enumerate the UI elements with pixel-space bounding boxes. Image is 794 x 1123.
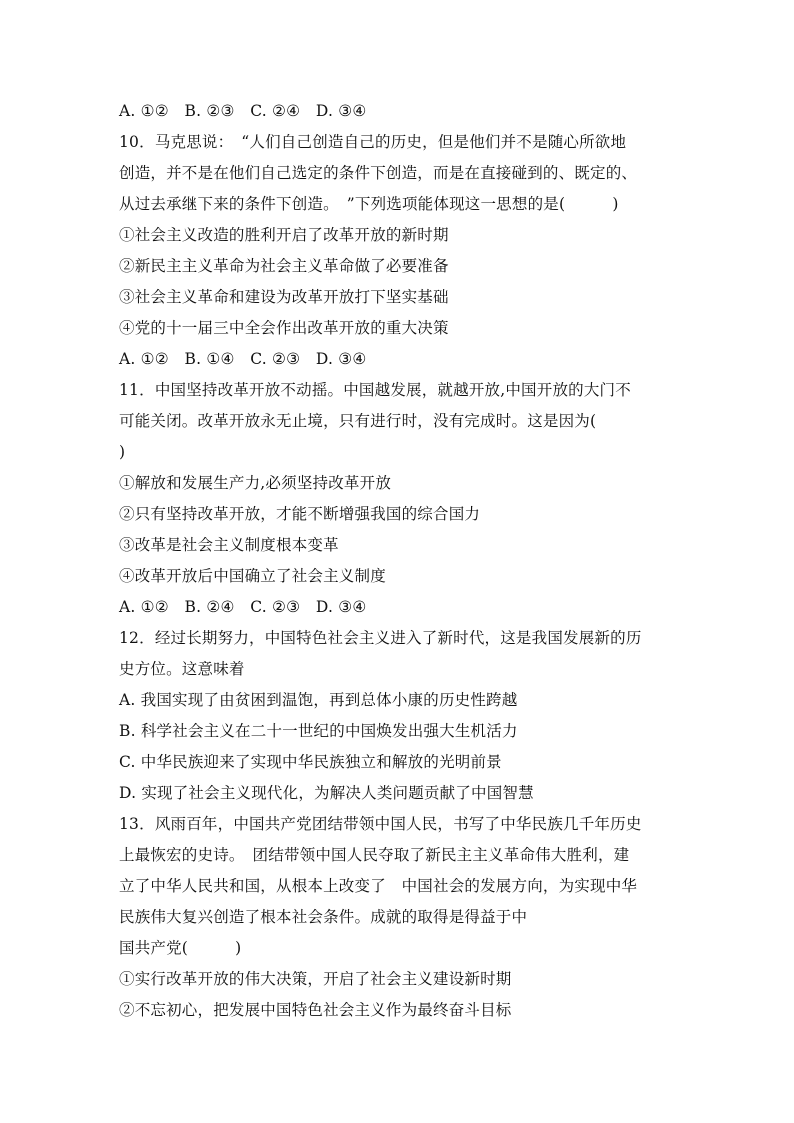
question-11-line-3: ) — [119, 443, 126, 461]
answer-options-q9: A. ①② B. ②③ C. ②④ D. ③④ — [119, 102, 367, 120]
q11-statement-2: ②只有坚持改革开放，才能不断增强我国的综合国力 — [119, 505, 481, 523]
q11-statement-4: ④改革开放后中国确立了社会主义制度 — [119, 567, 386, 585]
q12-option-c: C. 中华民族迎来了实现中华民族独立和解放的光明前景 — [119, 753, 502, 771]
q12-option-d: D. 实现了社会主义现代化，为解决人类问题贡献了中国智慧 — [119, 784, 534, 802]
q10-statement-3: ③社会主义革命和建设为改革开放打下坚实基础 — [119, 288, 449, 306]
question-13-line-1: 13．风雨百年，中国共产党团结带领中国人民，书写了中华民族几千年历史 — [119, 815, 642, 833]
question-10-line-1: 10．马克思说： “人们自己创造自己的历史，但是他们并不是随心所欲地 — [119, 133, 627, 151]
question-10-line-2: 创造，并不是在他们自己选定的条件下创造，而是在直接碰到的、既定的、 — [119, 164, 638, 182]
q12-option-b: B. 科学社会主义在二十一世纪的中国焕发出强大生机活力 — [119, 722, 518, 740]
question-10-line-3: 从过去承继下来的条件下创造。 ”下列选项能体现这一思想的是( ) — [119, 195, 619, 213]
question-11-line-1: 11．中国坚持改革开放不动摇。中国越发展，就越开放,中国开放的大门不 — [119, 381, 631, 399]
q13-statement-1: ①实行改革开放的伟大决策，开启了社会主义建设新时期 — [119, 970, 512, 988]
question-13-line-2: 上最恢宏的史诗。 团结带领中国人民夺取了新民主主义革命伟大胜利，建 — [119, 846, 630, 864]
q10-statement-4: ④党的十一届三中全会作出改革开放的重大决策 — [119, 319, 449, 337]
q10-statement-1: ①社会主义改造的胜利开启了改革开放的新时期 — [119, 226, 449, 244]
answer-options-q11: A. ①② B. ②④ C. ②③ D. ③④ — [119, 598, 367, 616]
question-13-line-3: 立了中华人民共和国，从根本上改变了 中国社会的发展方向，为实现中华 — [119, 877, 638, 895]
question-12-line-2: 史方位。这意味着 — [119, 660, 245, 678]
q13-statement-2: ②不忘初心，把发展中国特色社会主义作为最终奋斗目标 — [119, 1001, 512, 1019]
document-body — [119, 96, 679, 1026]
question-11-line-2: 可能关闭。改革开放永无止境，只有进行时，没有完成时。这是因为( — [119, 412, 597, 430]
q11-statement-3: ③改革是社会主义制度根本变革 — [119, 536, 339, 554]
q10-statement-2: ②新民主主义革命为社会主义革命做了必要准备 — [119, 257, 449, 275]
question-13-line-4: 民族伟大复兴创造了根本社会条件。成就的取得是得益于中 — [119, 908, 528, 926]
question-13-line-5: 国共产党( ) — [119, 939, 242, 957]
question-12-line-1: 12．经过长期努力，中国特色社会主义进入了新时代，这是我国发展新的历 — [119, 629, 642, 647]
answer-options-q10: A. ①② B. ①④ C. ②③ D. ③④ — [119, 350, 367, 368]
q12-option-a: A. 我国实现了由贫困到温饱，再到总体小康的历史性跨越 — [119, 691, 518, 709]
q11-statement-1: ①解放和发展生产力,必须坚持改革开放 — [119, 474, 392, 492]
